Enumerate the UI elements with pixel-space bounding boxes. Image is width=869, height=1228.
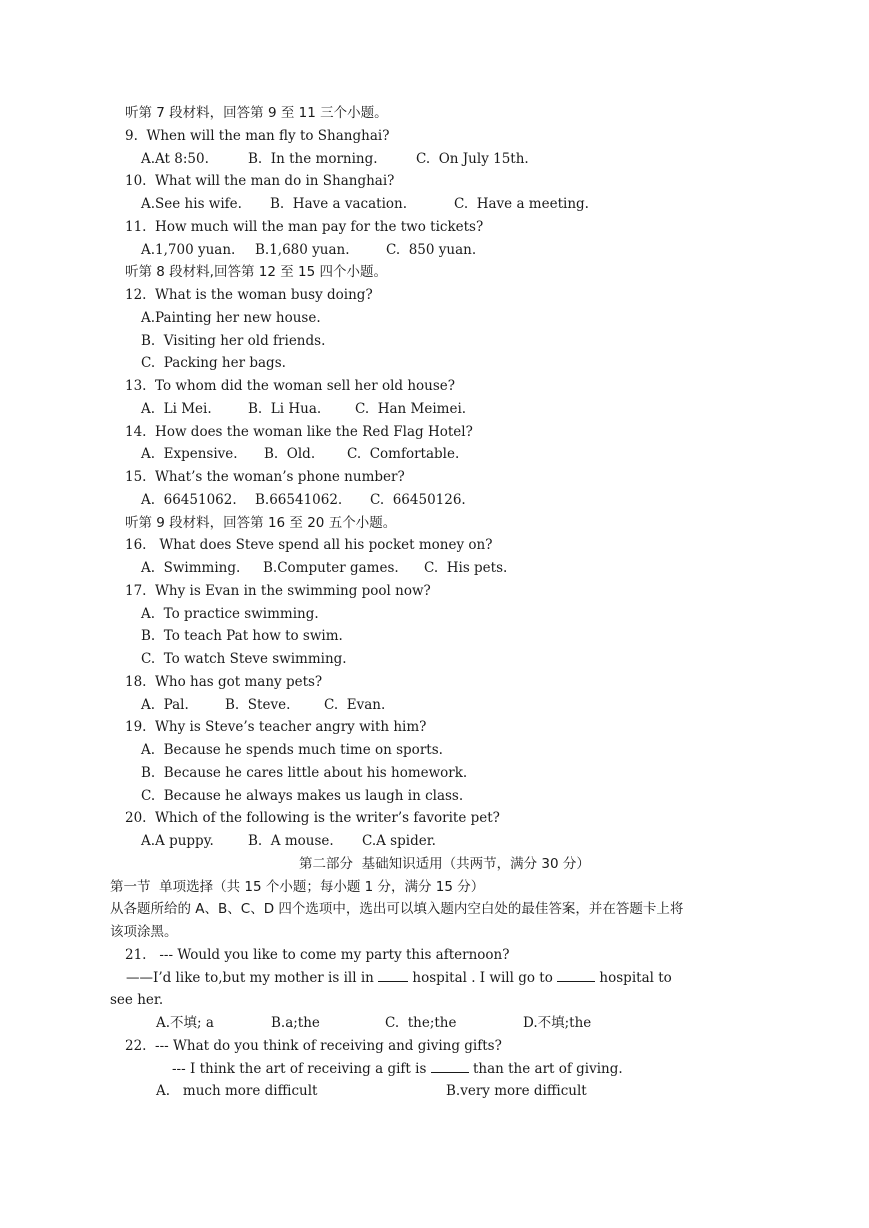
question-22-option-a: A. much more difficult — [156, 1083, 318, 1099]
question-18-option-a: A. Pal. — [141, 697, 189, 713]
question-19-option-a: A. Because he spends much time on sports. — [141, 742, 443, 758]
question-21-stem: 21. --- Would you like to come my party this afternoon? — [125, 947, 510, 963]
section-intro-8: 听第 8 段材料,回答第 12 至 15 四个小题。 — [125, 264, 387, 280]
question-14-stem: 14. How does the woman like the Red Flag Hotel? — [125, 424, 473, 440]
section-1-instructions: 从各题所给的 A、B、C、D 四个选项中，选出可以填入题内空白处的最佳答案，并在答题卡上将 — [110, 901, 684, 917]
question-13-stem: 13. To whom did the woman sell her old house? — [125, 378, 456, 394]
question-12-option-c: C. Packing her bags. — [141, 355, 286, 371]
question-10-option-c: C. Have a meeting. — [454, 196, 589, 212]
question-22-reply — [172, 1060, 623, 1078]
question-21-reply-start: ——I’d like to,but my mother is ill in — [126, 970, 379, 986]
question-14-option-b: B. Old. — [264, 446, 316, 462]
question-20-option-a: A.A puppy. — [141, 833, 214, 849]
question-21-blank-1 — [378, 969, 408, 982]
question-11-option-c: C. 850 yuan. — [386, 242, 477, 258]
question-16-stem: 16. What does Steve spend all his pocket money on? — [125, 537, 493, 553]
question-9-option-a: A.At 8:50. — [141, 151, 209, 167]
question-21-option-d: D.不填;the — [523, 1015, 592, 1031]
question-16-option-a: A. Swimming. — [141, 560, 241, 576]
question-15-option-c: C. 66450126. — [370, 492, 466, 508]
question-10-stem: 10. What will the man do in Shanghai? — [125, 173, 395, 189]
question-11-option-a: A.1,700 yuan. — [141, 242, 236, 258]
part-2-title: 第二部分 基础知识适用（共两节，满分 30 分） — [299, 856, 590, 872]
question-15-option-a: A. 66451062. — [141, 492, 237, 508]
question-22-reply-start: --- I think the art of receiving a gift is — [172, 1061, 431, 1077]
question-16-option-c: C. His pets. — [424, 560, 508, 576]
question-18-stem: 18. Who has got many pets? — [125, 674, 323, 690]
question-22-stem: 22. --- What do you think of receiving and giving gifts? — [125, 1038, 502, 1054]
question-22-blank — [431, 1060, 469, 1073]
question-22-option-b: B.very more difficult — [446, 1083, 587, 1099]
question-21-blank-2 — [557, 969, 595, 982]
question-10-option-a: A.See his wife. — [141, 196, 242, 212]
question-12-stem: 12. What is the woman busy doing? — [125, 287, 373, 303]
question-21-reply-end: hospital to — [595, 970, 672, 986]
section-1-title: 第一节 单项选择（共 15 个小题；每小题 1 分，满分 15 分） — [110, 879, 485, 895]
question-20-option-c: C.A spider. — [362, 833, 436, 849]
question-15-stem: 15. What’s the woman’s phone number? — [125, 469, 405, 485]
question-20-stem: 20. Which of the following is the writer’s favorite pet? — [125, 810, 500, 826]
question-14-option-a: A. Expensive. — [141, 446, 238, 462]
question-19-option-b: B. Because he cares little about his homework. — [141, 765, 468, 781]
question-17-option-b: B. To teach Pat how to swim. — [141, 628, 343, 644]
question-16-option-b: B.Computer games. — [263, 560, 399, 576]
question-14-option-c: C. Comfortable. — [347, 446, 460, 462]
question-17-stem: 17. Why is Evan in the swimming pool now? — [125, 583, 431, 599]
question-9-option-c: C. On July 15th. — [416, 151, 529, 167]
question-17-option-c: C. To watch Steve swimming. — [141, 651, 347, 667]
question-10-option-b: B. Have a vacation. — [270, 196, 408, 212]
section-1-instructions-cont: 该项涂黑。 — [110, 924, 178, 940]
question-21-option-a: A.不填; a — [156, 1015, 214, 1031]
question-21-reply — [126, 969, 672, 987]
question-19-stem: 19. Why is Steve’s teacher angry with him? — [125, 719, 427, 735]
question-21-reply-cont: see her. — [110, 992, 164, 1008]
question-11-stem: 11. How much will the man pay for the two tickets? — [125, 219, 484, 235]
question-17-option-a: A. To practice swimming. — [141, 606, 319, 622]
question-12-option-b: B. Visiting her old friends. — [141, 333, 326, 349]
question-22-reply-end: than the art of giving. — [468, 1061, 623, 1077]
question-11-option-b: B.1,680 yuan. — [255, 242, 350, 258]
question-12-option-a: A.Painting her new house. — [141, 310, 321, 326]
question-13-option-a: A. Li Mei. — [141, 401, 212, 417]
question-13-option-b: B. Li Hua. — [248, 401, 322, 417]
question-19-option-c: C. Because he always makes us laugh in class. — [141, 788, 464, 804]
section-intro-7: 听第 7 段材料，回答第 9 至 11 三个小题。 — [125, 105, 388, 121]
question-13-option-c: C. Han Meimei. — [355, 401, 467, 417]
question-18-option-b: B. Steve. — [225, 697, 291, 713]
question-21-reply-middle: hospital . I will go to — [408, 970, 558, 986]
question-21-option-b: B.a;the — [271, 1015, 320, 1031]
question-9-stem: 9. When will the man fly to Shanghai? — [125, 128, 390, 144]
question-9-option-b: B. In the morning. — [248, 151, 378, 167]
section-intro-9: 听第 9 段材料，回答第 16 至 20 五个小题。 — [125, 515, 397, 531]
question-20-option-b: B. A mouse. — [248, 833, 334, 849]
question-15-option-b: B.66541062. — [255, 492, 343, 508]
question-18-option-c: C. Evan. — [324, 697, 386, 713]
question-21-option-c: C. the;the — [385, 1015, 457, 1031]
